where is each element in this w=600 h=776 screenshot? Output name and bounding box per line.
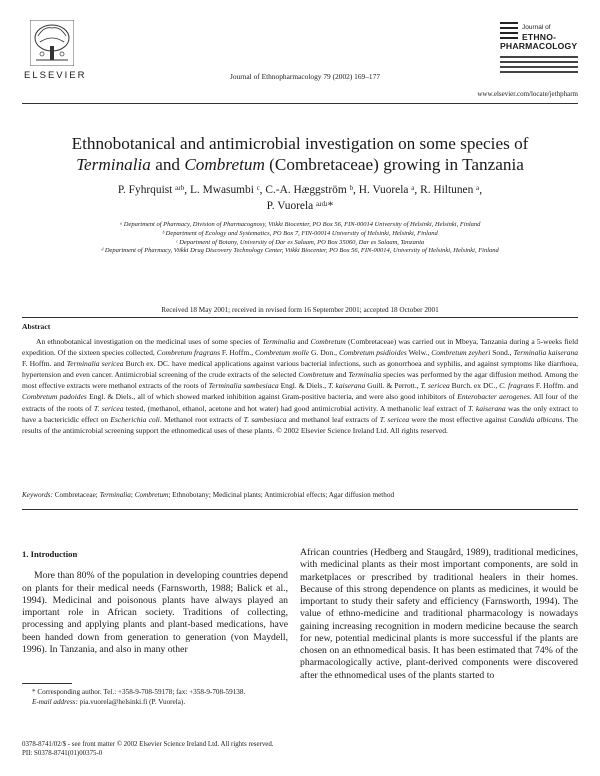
title-and: and (155, 155, 181, 174)
keywords: Keywords: Combretaceae; Terminalia; Combretum; Ethnobotany; Medicinal plants; Antimicrobial effects; Agar diffusion method (22, 491, 395, 499)
intro-paragraph-left: More than 80% of the population in developing countries depend on plants for their medical needs (Farnsworth, 1988; Balick et al., 1994). Medicinal and poisonous plants have always played an important role in African society. Traditions of collecting, processing and applying plants and plant-based medications, have been handed down from generation to generation (von Maydell, 1996). In Tanzania, and also in many other (22, 570, 288, 655)
journal-logo-line3: PHARMACOLOGY (500, 41, 578, 51)
journal-url[interactable]: www.elsevier.com/locate/jethpharm (477, 90, 578, 98)
email-line: E-mail address: pia.vuorela@helsinki.fi (P. Vuorela). (32, 698, 186, 707)
corresponding-author: * Corresponding author. Tel.: +358-9-708-59178; fax: +358-9-708-59138. (32, 688, 246, 696)
title-rest: (Combretaceae) growing in Tanzania (269, 155, 524, 174)
affiliation-c: ᶜ Department of Botany, University of Dar es Salaam, PO Box 35060, Dar es Salaam, Tanzania (175, 238, 425, 246)
abstract-bottom-rule (22, 509, 578, 510)
intro-paragraph-right: African countries (Hedberg and Staugård, 1989), traditional medicines, with medicinal plants as their most important components, are sold in marketplaces or prescribed by traditional healers in their homes. Because of this strong dependence on plants as medicines, it would be important to study their safety and efficiency (Farnsworth, 1994). The value of ethno-medicine and traditional pharmacology is nowadays gaining increasing recognition in modern medicine because the search for new, potential medicinal plants is more successful if the plants are chosen on an ethnomedical basis. It has been estimated that 74% of the pharmacologically active, plant-derived components were discovered after the ethnomedical uses of the plants started to (300, 547, 578, 681)
journal-citation: Journal of Ethnopharmacology 79 (2002) 169–177 (229, 72, 381, 81)
footnote-separator (22, 683, 72, 684)
author-list (40, 182, 560, 214)
title-line1: Ethnobotanical and antimicrobial investigation on some species of (71, 134, 529, 153)
pii-line: PII: S0378-8741(01)00375-0 (22, 750, 103, 758)
column-right (300, 547, 578, 682)
publisher-name: ELSEVIER (24, 70, 87, 81)
article-title (30, 133, 570, 175)
title-line2 (30, 154, 570, 175)
column-left (22, 548, 288, 656)
footnote (22, 683, 288, 708)
abstract-body: An ethnobotanical investigation on the medicinal uses of some species of Terminalia and Combretum (Combretaceae) was carried out in Mbeya, Tanzania during a 5-weeks field expedition. Of the sixteen species collected, Combretum fragrans F. Hoffm., Combretum molle G. Don., Combretum psidioides Welw., Combretum zeyheri Sond., Terminalia kaiserana F. Hoffm. and Terminalia sericea Burch ex. DC. have medical applications against various bacterial infections, such as gonorrhoea and syphilis, and against symptoms like diarrhoea, hypertension and even cancer. Antimicrobial screening of the crude extracts of the selected Combretum and Terminalia species was performed by the agar diffusion method. Among the most effective extracts were methanol extracts of the roots of Terminalia sambesiaca Engl. & Diels., T. kaiserana Guill. & Perrott., T. sericea Burch. ex DC., C. fragrans F. Hoffm. and Combretum padoides Engl. & Diels., all of which showed marked inhibition against Gram-positive bacteria, and were also good inhibitors of Enterobacter aerogenes. All four of the extracts of the roots of T. sericea tested, (methanol, ethanol, acetone and hot water) had good antimicrobial activity. A methanolic leaf extract of T. kaiserana was the only extract to have a bactericidic effect on Escherichia coli. Methanol root extracts of T. sambesiaca and methanol leaf extracts of T. sericea were the most effective against Candida albicans. The results of the antimicrobial screening support the ethnomedical uses of these plants. © 2002 Elsevier Science Ireland Ltd. All rights reserved. (22, 337, 579, 435)
journal-logo (500, 22, 578, 78)
journal-logo-line2: ETHNO- (522, 32, 557, 42)
keywords-label: Keywords: (22, 491, 53, 499)
issn-line: 0378-8741/02/$ - see front matter © 2002 Elsevier Science Ireland Ltd. All rights reserved. (22, 741, 274, 748)
received-dates: Received 18 May 2001; received in revised form 16 September 2001; accepted 18 October 2001 (161, 306, 439, 314)
authors-line1: P. Fyhrquist ᵃʴᵇ, L. Mwasumbi ᶜ, C.-A. Hæggström ᵇ, H. Vuorela ᵃ, R. Hiltunen ᵃ, (117, 184, 483, 196)
email-label: E-mail address: (32, 698, 78, 707)
authors-line2: P. Vuorela ᵃʴᵈʴ* (266, 200, 334, 212)
header-rule (22, 103, 578, 104)
journal-logo-line1: Journal of (522, 24, 551, 31)
title-genus-combretum: Combretum (184, 155, 265, 174)
abstract-top-rule (22, 317, 578, 318)
elsevier-tree-icon (30, 20, 74, 66)
affiliations (42, 221, 558, 256)
email-link[interactable]: pia.vuorela@helsinki.fi (79, 698, 148, 707)
journal-logo-bars (500, 56, 578, 76)
affiliation-d: ᵈ Department of Pharmacy, Viikki Drug Discovery Technology Center, Viikki Biocenter, PO Box 56, FIN-00014, University of Helsinki, Helsinki, Finland (101, 247, 499, 255)
abstract-heading: Abstract (22, 322, 51, 331)
copyright-footer (22, 740, 274, 758)
section-heading-introduction: 1. Introduction (22, 549, 78, 559)
affiliation-a: ᵃ Department of Pharmacy, Division of Pharmacognosy, Viikki Biocenter, PO Box 56, FIN-00014 University of Helsinki, Helsinki, Finland (119, 221, 481, 228)
affiliation-b: ᵇ Department of Ecology and Systematics, PO Box 7, FIN-00014 University of Helsinki, Helsinki, Finland (162, 229, 438, 237)
title-genus-terminalia: Terminalia (76, 155, 151, 174)
elsevier-logo (24, 20, 87, 86)
